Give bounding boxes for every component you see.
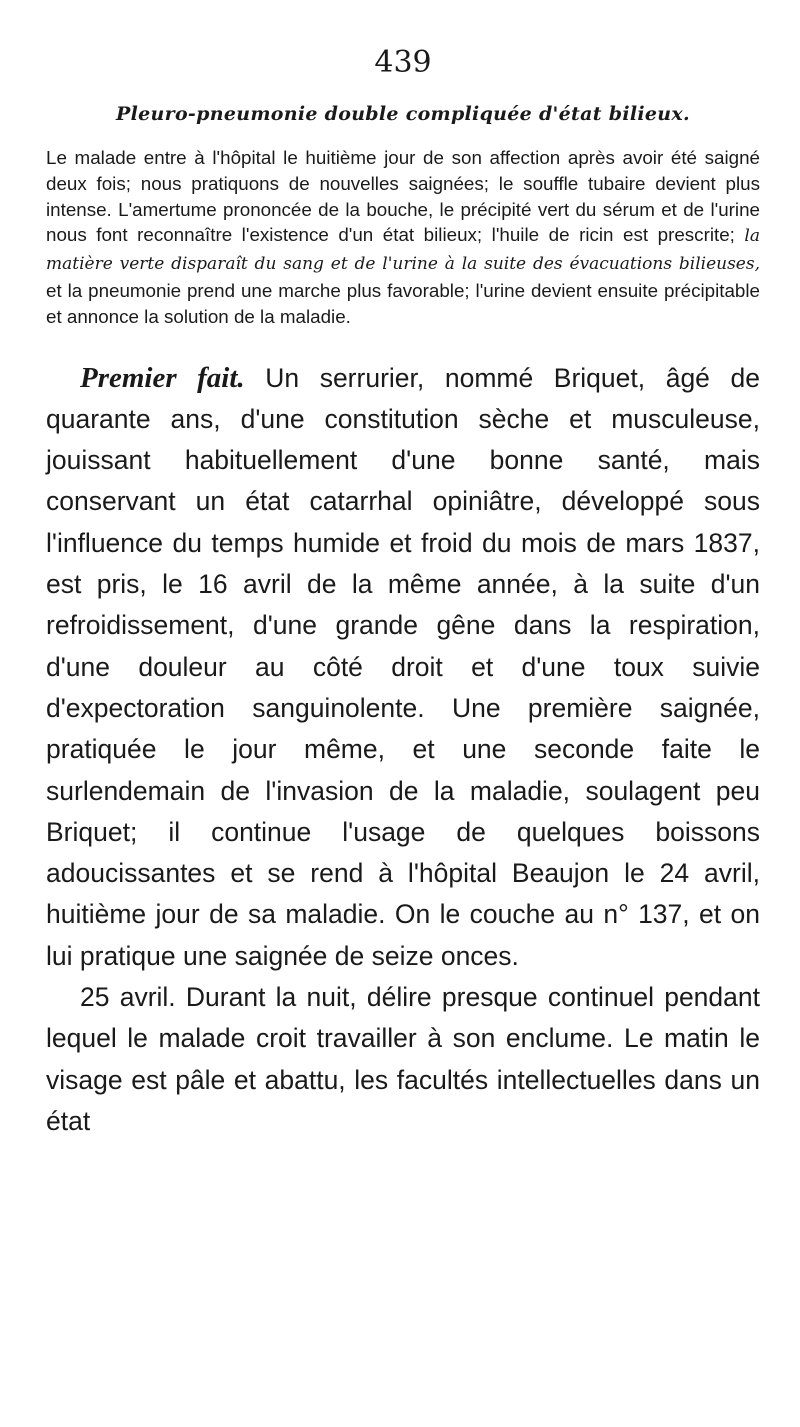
case-summary xyxy=(46,145,760,330)
summary-text-part2: et la pneumonie prend une marche plus favorable; l'urine devient ensuite précipitable et annonce la solution de la maladie. xyxy=(46,279,760,327)
body-text xyxy=(46,358,760,1143)
first-fact-paragraph xyxy=(46,358,760,977)
summary-text-part1: Le malade entre à l'hôpital le huitième jour de son affection après avoir été saigné deux fois; nous pratiquons de nouvelles saignées; le souffle tubaire devient plus intense. L'amertume prononcée de la bouche, le précipité vert du sérum et de l'urine nous font reconnaître l'existence d'un état bilieux; l'huile de ricin est prescrite; xyxy=(46,147,760,246)
book-page xyxy=(46,0,760,1142)
section-title: Pleuro-pneumonie double compliquée d'état bilieux. xyxy=(116,103,690,125)
day-25-paragraph xyxy=(46,977,760,1142)
first-fact-lead: Premier fait. xyxy=(80,361,245,394)
first-fact-text: Un serrurier, nommé Briquet, âgé de quarante ans, d'une constitution sèche et musculeuse, jouissant habituellement d'une bonne santé, mais conservant un état catarrhal opiniâtre, développé sous l'influence du temps humide et froid du mois de mars 1837, est pris, le 16 avril de la même année, à la suite d'un refroidissement, d'une grande gêne dans la respiration, d'une douleur au côté droit et d'une toux suivie d'expectoration sanguinolente. Une première saignée, pratiquée le jour même, et une seconde faite le surlendemain de l'invasion de la maladie, soulagent peu Briquet; il continue l'usage de quelques boissons adoucissantes et se rend à l'hôpital Beaujon le 24 avril, huitième jour de sa maladie. On le couche au n° 137, et on lui pratique une saignée de seize onces. xyxy=(46,362,760,971)
page-number: 439 xyxy=(374,45,432,80)
summary-italic-text: la matière verte disparaît du sang et de l'urine à la suite des évacuations bilieuses, xyxy=(46,226,760,275)
day-25-text: 25 avril. Durant la nuit, délire presque continuel pendant lequel le malade croit travailler à son enclume. Le matin le visage est pâle et abattu, les facultés intellectuelles dans un état xyxy=(46,982,760,1136)
